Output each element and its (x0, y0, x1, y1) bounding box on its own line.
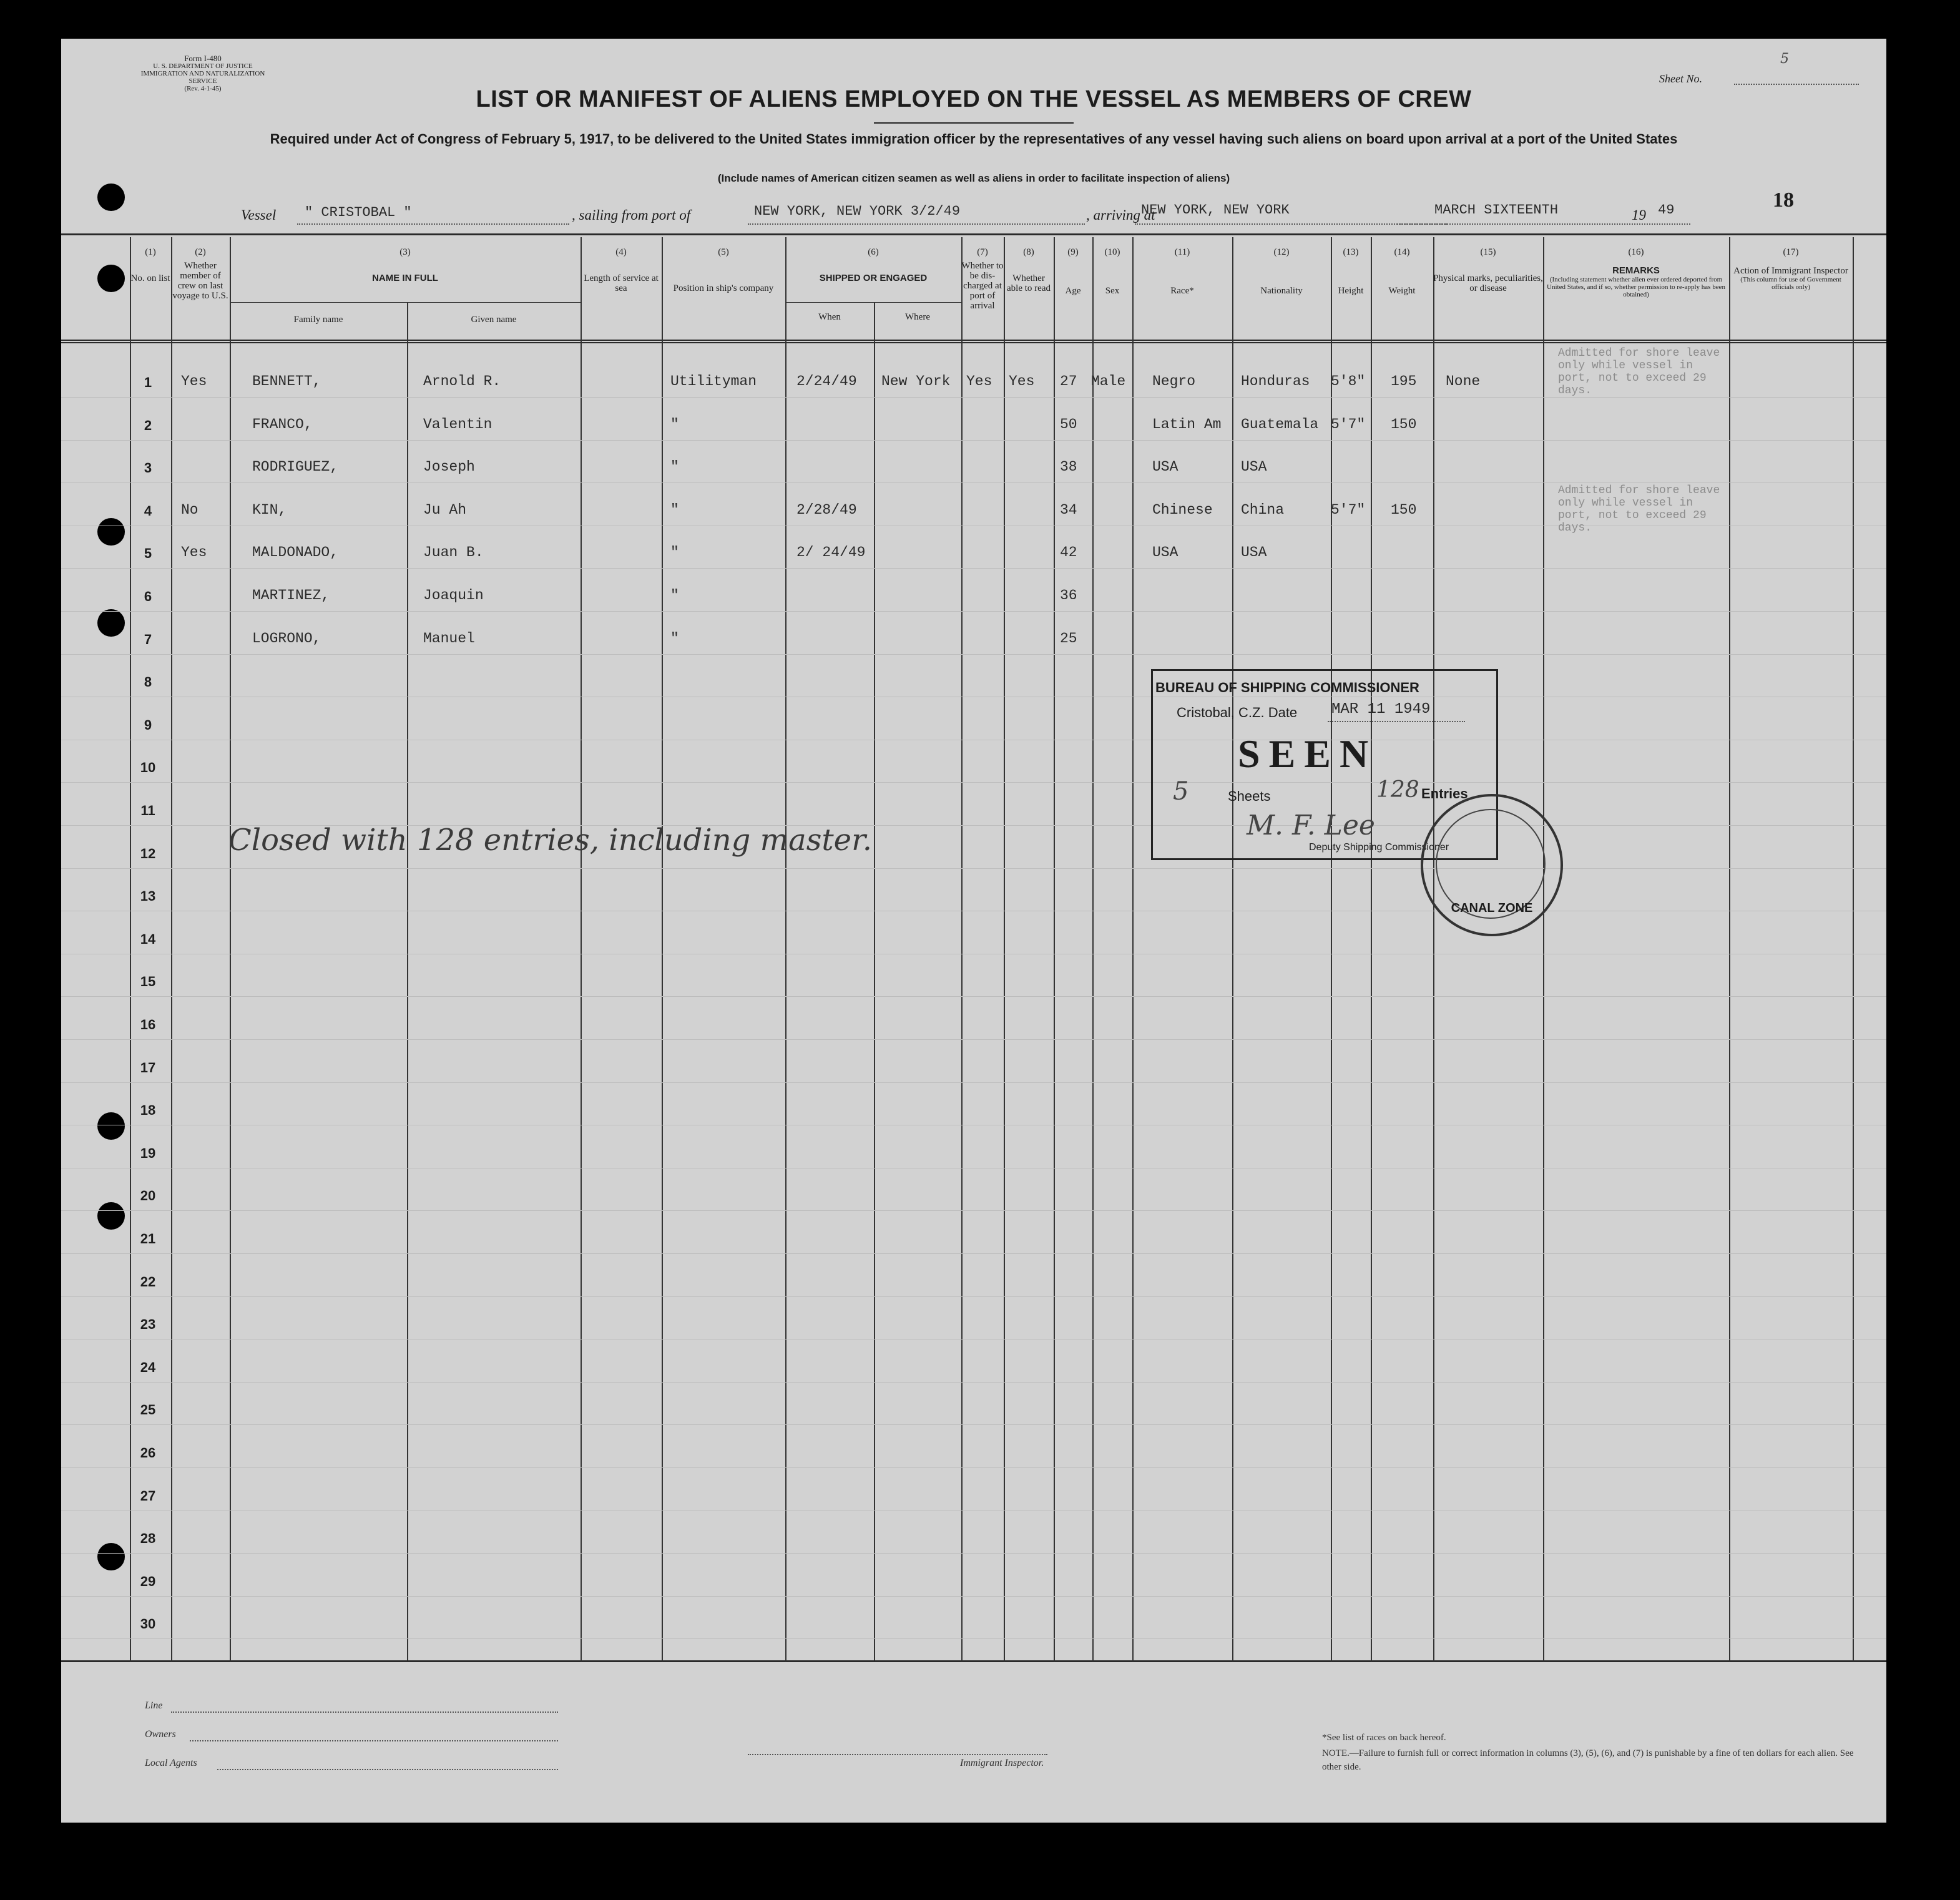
row-1-marks: None (1446, 373, 1481, 389)
row-number: 18 (140, 1102, 156, 1119)
footer-agents-label: Local Agents (145, 1758, 197, 1768)
col-4-header: (4) Length of service at sea (584, 247, 659, 293)
row-number: 5 (144, 546, 152, 562)
row-4-race: Chinese (1152, 501, 1213, 518)
row-number: 24 (140, 1359, 156, 1375)
row-5-last: Yes (181, 544, 207, 561)
row-2-nat: Guatemala (1241, 416, 1319, 433)
row-2-family: FRANCO, (252, 416, 313, 433)
row-rule (61, 996, 1886, 997)
row-6-position: " (670, 587, 679, 604)
remarks-row-1: Admitted for shore leave only while vessel in port, not to exceed 29 days. (1558, 347, 1720, 397)
printed-year-18: 18 (1773, 189, 1794, 212)
when-header: When (818, 312, 841, 322)
subtitle: Required under Act of Congress of February 5, 1917, to be delivered to the United States immigration officer by the representatives of any vessel having such aliens on board upon arrival at a port of the United States (270, 131, 1678, 147)
row-number: 9 (144, 717, 152, 733)
sailing-label: , sailing from port of (572, 207, 691, 223)
row-rule (61, 568, 1886, 569)
year-prefix: 19 (1632, 207, 1646, 223)
row-1-height: 5'8" (1331, 373, 1366, 389)
row-6-age: 36 (1060, 587, 1077, 604)
row-4-nat: China (1241, 501, 1285, 518)
row-number: 23 (140, 1316, 156, 1333)
row-1-where: New York (881, 373, 951, 389)
row-1-when: 2/24/49 (796, 373, 857, 389)
row-1-sex: Male (1091, 373, 1126, 389)
sheet-number-value: 5 (1780, 51, 1789, 67)
row-number: 30 (140, 1616, 156, 1632)
row-7-family: LOGRONO, (252, 630, 321, 647)
row-rule (61, 397, 1886, 398)
vessel-name: " CRISTOBAL " (305, 205, 412, 220)
binder-hole (97, 1543, 125, 1570)
row-2-height: 5'7" (1331, 416, 1366, 433)
row-number: 10 (140, 760, 156, 776)
row-1-family: BENNETT, (252, 373, 321, 389)
row-1-nat: Honduras (1241, 373, 1310, 389)
row-rule (61, 1467, 1886, 1468)
footer-line-label: Line (145, 1700, 163, 1711)
form-identifier: Form I-480 U. S. DEPARTMENT OF JUSTICE IMMIGRATION AND NATURALIZATION SERVICE (Rev. 4-1-45) (140, 54, 265, 92)
row-rule (61, 1596, 1886, 1597)
row-number: 1 (144, 375, 152, 390)
row-1-age: 27 (1060, 373, 1077, 389)
where-header: Where (905, 312, 930, 322)
row-5-race: USA (1152, 544, 1178, 561)
row-6-given: Joaquin (423, 587, 484, 604)
row-rule (61, 782, 1886, 783)
row-2-age: 50 (1060, 416, 1077, 433)
col-13-header: (13) Height (1338, 247, 1364, 296)
row-3-family: RODRIGUEZ, (252, 459, 339, 476)
row-number: 2 (144, 417, 152, 433)
col-8-header: (8) Whether able to read (1007, 247, 1051, 293)
row-number: 3 (144, 460, 152, 476)
arrival-date: MARCH SIXTEENTH (1434, 202, 1559, 218)
col-12-header: (12) Nationality (1260, 247, 1303, 296)
vessel-label: Vessel (241, 207, 277, 223)
arriving-label: , arriving at (1086, 207, 1155, 223)
row-number: 11 (140, 803, 155, 818)
col-17-header: (17) Action of Immigrant Inspector (This column for use of Government officials only) (1733, 247, 1848, 291)
row-number: 25 (140, 1402, 156, 1418)
row-2-position: " (670, 416, 679, 433)
col-2-header: (2) Whether member of crew on last voyage to U.S. (172, 247, 228, 301)
row-1-position: Utilityman (670, 373, 757, 389)
row-number: 29 (140, 1573, 156, 1589)
row-7-position: " (670, 630, 679, 647)
row-1-given: Arnold R. (423, 373, 501, 389)
row-3-given: Joseph (423, 459, 475, 476)
row-rule (61, 1253, 1886, 1254)
row-number: 6 (144, 589, 152, 604)
row-3-position: " (670, 459, 679, 476)
row-4-age: 34 (1060, 501, 1077, 518)
row-5-position: " (670, 544, 679, 561)
row-rule (61, 1082, 1886, 1083)
binder-hole (97, 1202, 125, 1230)
row-number: 7 (144, 631, 152, 647)
row-number: 22 (140, 1273, 156, 1290)
row-4-position: " (670, 501, 679, 518)
row-1-disch: Yes (966, 373, 992, 389)
row-number: 13 (140, 888, 156, 904)
col-11-header: (11) Race* (1170, 247, 1194, 296)
row-3-age: 38 (1060, 459, 1077, 476)
footer-races-note: *See list of races on back hereof. (1322, 1733, 1446, 1743)
binder-hole (97, 184, 125, 211)
row-5-age: 42 (1060, 544, 1077, 561)
given-name-header: Given name (471, 315, 517, 325)
row-5-nat: USA (1241, 544, 1267, 561)
canal-zone-seal: CANAL ZONE (1421, 794, 1563, 936)
row-rule (61, 654, 1886, 655)
footer-owners-label: Owners (145, 1729, 176, 1740)
row-rule (61, 868, 1886, 869)
row-rule (61, 1039, 1886, 1040)
family-name-header: Family name (293, 315, 343, 325)
row-rule (61, 1638, 1886, 1639)
col-7-header: (7) Whether to be dis-charged at port of arrival (961, 247, 1004, 311)
row-1-race: Negro (1152, 373, 1196, 389)
binder-hole (97, 518, 125, 546)
row-number: 14 (140, 931, 156, 947)
row-number: 28 (140, 1530, 156, 1547)
row-number: 21 (140, 1231, 156, 1246)
col-9-header: (9) Age (1065, 247, 1081, 296)
row-rule (61, 482, 1886, 483)
row-5-when: 2/ 24/49 (796, 544, 866, 561)
page-title: LIST OR MANIFEST OF ALIENS EMPLOYED ON THE VESSEL AS MEMBERS OF CREW (476, 86, 1472, 112)
row-1-weight: 195 (1391, 373, 1417, 389)
row-3-race: USA (1152, 459, 1178, 476)
row-2-weight: 150 (1391, 416, 1417, 433)
row-5-given: Juan B. (423, 544, 484, 561)
col-10-header: (10) Sex (1104, 247, 1120, 296)
row-4-family: KIN, (252, 501, 287, 518)
row-4-weight: 150 (1391, 501, 1417, 518)
closing-note: Closed with 128 entries, including master. (228, 823, 873, 858)
year-value: 49 (1658, 202, 1675, 218)
row-1-read: Yes (1009, 373, 1035, 389)
col-5-header: (5) Position in ship's company (673, 247, 774, 293)
row-rule (61, 1382, 1886, 1383)
col-1-header: (1) No. on list (130, 247, 170, 283)
binder-hole (97, 609, 125, 637)
col-3-header: (3) NAME IN FULL (372, 247, 438, 283)
row-rule (61, 611, 1886, 612)
row-rule (61, 1210, 1886, 1211)
col-6-header: (6) SHIPPED OR ENGAGED (819, 247, 928, 283)
arrival-port: NEW YORK, NEW YORK (1141, 202, 1290, 218)
row-2-given: Valentin (423, 416, 492, 433)
col-15-header: (15) Physical marks, peculiarities, or disease (1433, 247, 1543, 293)
departure-port: NEW YORK, NEW YORK 3/2/49 (754, 203, 961, 219)
row-6-family: MARTINEZ, (252, 587, 330, 604)
row-7-age: 25 (1060, 630, 1077, 647)
footer-penalty-note: NOTE.—Failure to furnish full or correct information in columns (3), (5), (6), and (7) is punishable by a fine of ten dollars for each alien. See other side. (1322, 1748, 1854, 1772)
row-number: 19 (140, 1145, 156, 1161)
row-rule (61, 1424, 1886, 1425)
row-4-when: 2/28/49 (796, 501, 857, 518)
row-2-race: Latin Am (1152, 416, 1222, 433)
row-4-last: No (181, 501, 198, 518)
remarks-row-4: Admitted for shore leave only while vessel in port, not to exceed 29 days. (1558, 484, 1720, 534)
binder-hole (97, 265, 125, 292)
subtitle-note: (Include names of American citizen seamen as well as aliens in order to facilitate inspection of aliens) (717, 172, 1230, 184)
manifest-sheet (61, 39, 1886, 1823)
row-number: 16 (140, 1017, 156, 1032)
row-7-given: Manuel (423, 630, 475, 647)
row-5-family: MALDONADO, (252, 544, 339, 561)
row-rule (61, 1296, 1886, 1297)
row-number: 17 (140, 1059, 156, 1075)
row-number: 12 (140, 845, 156, 861)
row-rule (61, 1553, 1886, 1554)
row-4-given: Ju Ah (423, 501, 467, 518)
row-3-nat: USA (1241, 459, 1267, 476)
row-number: 26 (140, 1445, 156, 1461)
row-number: 15 (140, 974, 156, 990)
binder-hole (97, 1112, 125, 1140)
row-number: 27 (140, 1487, 156, 1504)
col-16-header: (16) REMARKS (Including statement whether alien ever ordered deported from United States, and if so, whether permission to re-apply has been obtained) (1547, 247, 1725, 298)
row-number: 4 (144, 502, 152, 519)
row-number: 8 (144, 674, 152, 690)
row-rule (61, 440, 1886, 441)
sheet-number-label: Sheet No. (1659, 72, 1702, 85)
row-1-last: Yes (181, 373, 207, 389)
row-4-height: 5'7" (1331, 501, 1366, 518)
immigrant-inspector-label: Immigrant Inspector. (960, 1758, 1044, 1768)
shipping-commissioner-stamp: BUREAU OF SHIPPING COMMISSIONER Cristobal, C.Z. Date MAR 11 1949 SEEN 5 Sheets 128 Entries M. F. Lee Deputy Shipping Commissioner (1151, 669, 1498, 860)
col-14-header: (14) Weight (1388, 247, 1416, 296)
row-number: 20 (140, 1188, 156, 1204)
